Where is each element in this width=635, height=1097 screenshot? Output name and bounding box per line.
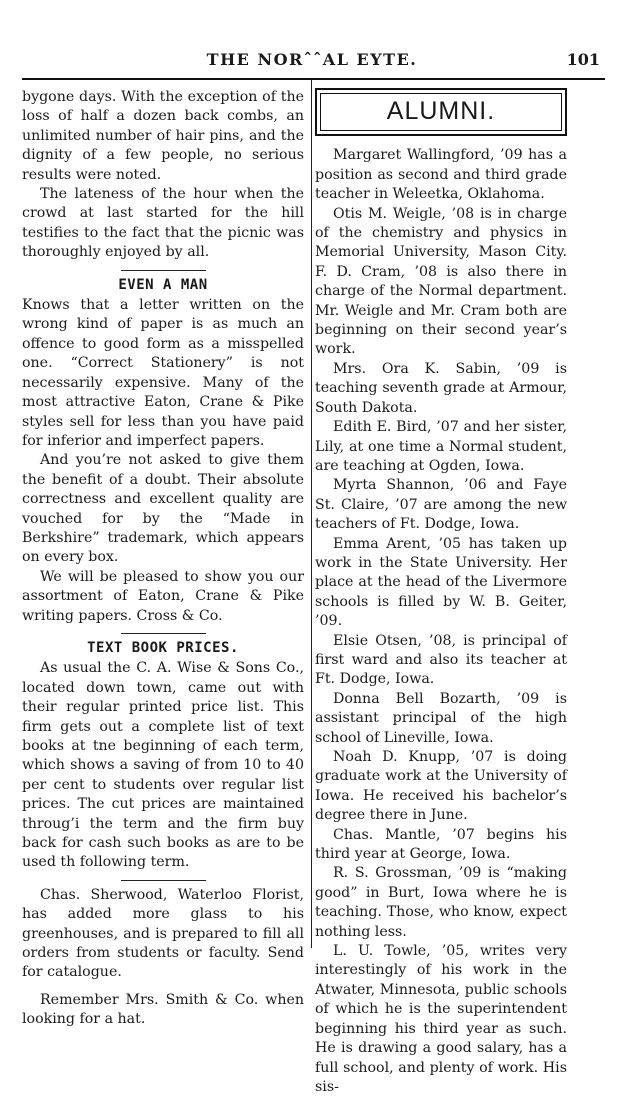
alumni-note: Otis M. Weigle, ’08 is in charge of the chemistry and physics in Memorial University, Mason City. F. D. Cram, ’08 is also there in charge of the Normal department. Mr. Weigle and Mr. Cram both are beginning on their second year’s work.	[315, 205, 567, 358]
spacer	[22, 983, 304, 991]
header-rule	[22, 78, 605, 80]
journal-title: THE NORˆˆAL EYTE.	[206, 50, 418, 69]
section-rule	[121, 880, 206, 881]
alumni-note: Mrs. Ora K. Sabin, ’09 is teaching seventh grade at Armour, South Dakota.	[315, 360, 567, 416]
paragraph: We will be pleased to show you our assortment of Eaton, Crane & Pike writing papers. Cross & Co.	[22, 568, 304, 624]
alumni-note: Myrta Shannon, ’06 and Faye St. Claire, ’07 are among the new teachers of Ft. Dodge, Iowa.	[315, 477, 567, 533]
paragraph: Remember Mrs. Smith & Co. when looking for a hat.	[22, 991, 304, 1028]
alumni-note: Noah D. Knupp, ’07 is doing graduate work at the University of Iowa. He received his bachelor’s degree there in June.	[315, 749, 567, 824]
paragraph: The lateness of the hour when the crowd at last started for the hill testifies to the fact that the picnic was thoroughly enjoyed by all.	[22, 186, 304, 261]
right-column	[315, 88, 567, 1097]
alumni-note: Emma Arent, ’05 has taken up work in the State University. Her place at the head of the Livermore schools is filled by W. B. Geiter, ’09.	[315, 535, 567, 630]
alumni-title: ALUMNI.	[320, 93, 562, 131]
paragraph: Knows that a letter written on the wrong kind of paper is as much an offence to good form as a misspelled one. “Correct Stationery” is not necessarily expensive. Many of the most attractive Eaton, Crane & Pike styles sell for less than you have paid for inferior and imperfect papers.	[22, 297, 304, 449]
alumni-note: Chas. Mantle, ’07 begins his third year at George, Iowa.	[315, 826, 567, 863]
page-number: 101	[566, 50, 600, 69]
section-heading-even-a-man: EVEN A MAN	[118, 276, 208, 293]
alumni-note: R. S. Grossman, ’09 is “making good” in Burt, Iowa where he is teaching. Those, who know, expect nothing less.	[315, 865, 567, 940]
section-rule	[121, 633, 206, 634]
alumni-note: L. U. Towle, ’05, writes very interestingly of his work in the Atwater, Minnesota, public schools of which he is the superintendent beginning his third year as such. He is drawing a good salary, has a full school, and plenty of work. His sis-	[315, 943, 567, 1095]
paragraph: Chas. Sherwood, Waterloo Florist, has added more glass to his greenhouses, and is prepared to fill all orders from students or faculty. Send for catalogue.	[22, 886, 304, 981]
alumni-title-box	[315, 88, 567, 136]
page-header	[22, 50, 602, 76]
alumni-note: Margaret Wallingford, ’09 has a position as second and third grade teacher in Weleetka, Oklahoma.	[315, 147, 567, 203]
alumni-note: Donna Bell Bozarth, ’09 is assistant principal of the high school of Lineville, Iowa.	[315, 690, 567, 746]
section-heading-text-book-prices: TEXT BOOK PRICES.	[87, 639, 239, 656]
section-rule	[121, 270, 206, 271]
alumni-note: Edith E. Bird, ’07 and her sister, Lily, at one time a Normal student, are teaching at Ogden, Iowa.	[315, 419, 567, 474]
paragraph: As usual the C. A. Wise & Sons Co., located down town, came out with their regular printed price list. This firm gets out a complete list of text books at tne beginning of each term, which shows a saving of from 10 to 40 per cent to students over regular list prices. The cut prices are maintained throug’i the term and the firm buy back for cash such books as are to be used th following term.	[22, 660, 304, 871]
alumni-note: Elsie Otsen, ’08, is principal of first ward and also its teacher at Ft. Dodge, Iowa.	[315, 632, 567, 688]
column-divider	[311, 80, 312, 948]
paragraph: bygone days. With the exception of the loss of half a dozen back combs, an unlimited number of hair pins, and the dignity of a few people, no serious results were noted.	[22, 89, 304, 183]
paragraph: And you’re not asked to give them the benefit of a doubt. Their absolute correctness and excellent quality are vouched for by the “Made in Berkshire” trademark, which appears on every box.	[22, 452, 304, 566]
left-column	[22, 88, 304, 1030]
